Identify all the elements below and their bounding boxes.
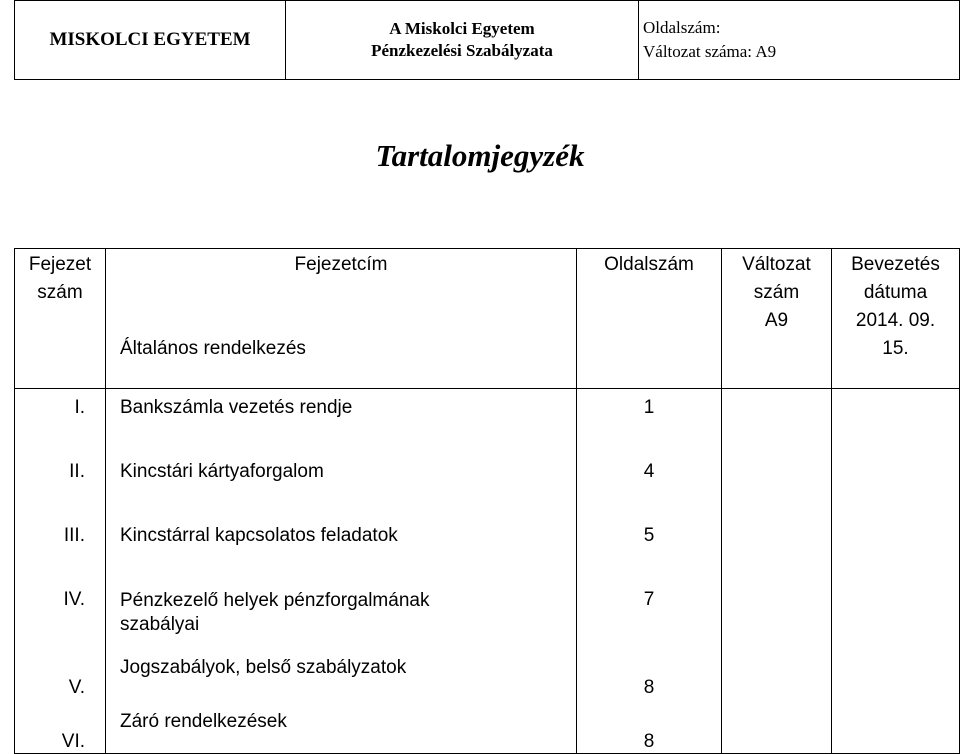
page-version-cell — [639, 1, 960, 80]
general-provisions-title: Általános rendelkezés — [120, 338, 306, 359]
chapter-title-line1: Pénzkezelő helyek pénzforgalmának — [120, 590, 430, 611]
introduction-date — [832, 307, 959, 363]
chapter-page: 8 — [643, 677, 655, 698]
contents-table — [14, 248, 960, 754]
col-header-version — [722, 249, 831, 307]
chapter-number: IV. — [63, 589, 85, 610]
page-number-label: Oldalszám: — [643, 18, 721, 37]
chapter-title — [106, 589, 576, 637]
chapter-page: 8 — [643, 731, 655, 752]
chapter-title: Bankszámla vezetés rendje — [120, 397, 353, 418]
col-header-title: Fejezetcím — [294, 254, 388, 275]
chapter-number: II. — [69, 461, 85, 482]
col-header-version-line2: szám — [753, 282, 800, 303]
col-header-date-line1: Bevezetés — [851, 254, 940, 275]
chapter-title-column — [106, 389, 577, 754]
version-column — [722, 389, 832, 754]
chapter-number: III. — [63, 525, 85, 546]
col-header-version-cell — [722, 249, 832, 389]
col-header-version-line1: Változat — [742, 254, 811, 275]
chapter-number: I. — [74, 397, 85, 418]
document-header — [14, 0, 960, 80]
chapter-page: 1 — [643, 397, 655, 418]
version-value: A9 — [764, 310, 789, 331]
col-header-page: Oldalszám — [577, 249, 722, 389]
col-header-chapter-line2: szám — [37, 282, 83, 303]
document-title-line2: Pénzkezelési Szabályzata — [371, 41, 553, 60]
chapter-number-column — [15, 389, 106, 754]
document-title-cell — [286, 1, 639, 80]
chapter-page: 4 — [643, 461, 655, 482]
chapter-title: Záró rendelkezések — [120, 711, 287, 732]
col-header-chapter-line1: Fejezet — [28, 254, 92, 275]
col-header-title-cell — [106, 249, 577, 389]
chapter-title: Jogszabályok, belső szabályzatok — [120, 657, 407, 678]
page-number-column — [577, 389, 722, 754]
chapter-title-line2: szabályai — [120, 614, 200, 635]
chapter-title: Kincstári kártyaforgalom — [120, 461, 324, 482]
chapter-page: 5 — [643, 525, 655, 546]
col-header-chapter — [15, 249, 106, 389]
col-header-date — [832, 249, 959, 307]
chapter-number: V. — [68, 677, 85, 698]
introduction-date-line2: 15. — [882, 338, 909, 359]
chapter-number: VI. — [61, 731, 85, 752]
institution-name: MISKOLCI EGYETEM — [15, 1, 286, 80]
col-header-date-line2: dátuma — [863, 282, 928, 303]
chapter-page: 7 — [643, 589, 655, 610]
col-header-date-cell — [832, 249, 960, 389]
page-title: Tartalomjegyzék — [375, 138, 585, 173]
version-label: Változat száma: A9 — [643, 42, 777, 61]
introduction-date-line1: 2014. 09. — [855, 310, 936, 331]
date-column — [832, 389, 960, 754]
chapter-title: Kincstárral kapcsolatos feladatok — [120, 525, 398, 546]
document-title-line1: A Miskolci Egyetem — [389, 19, 535, 38]
